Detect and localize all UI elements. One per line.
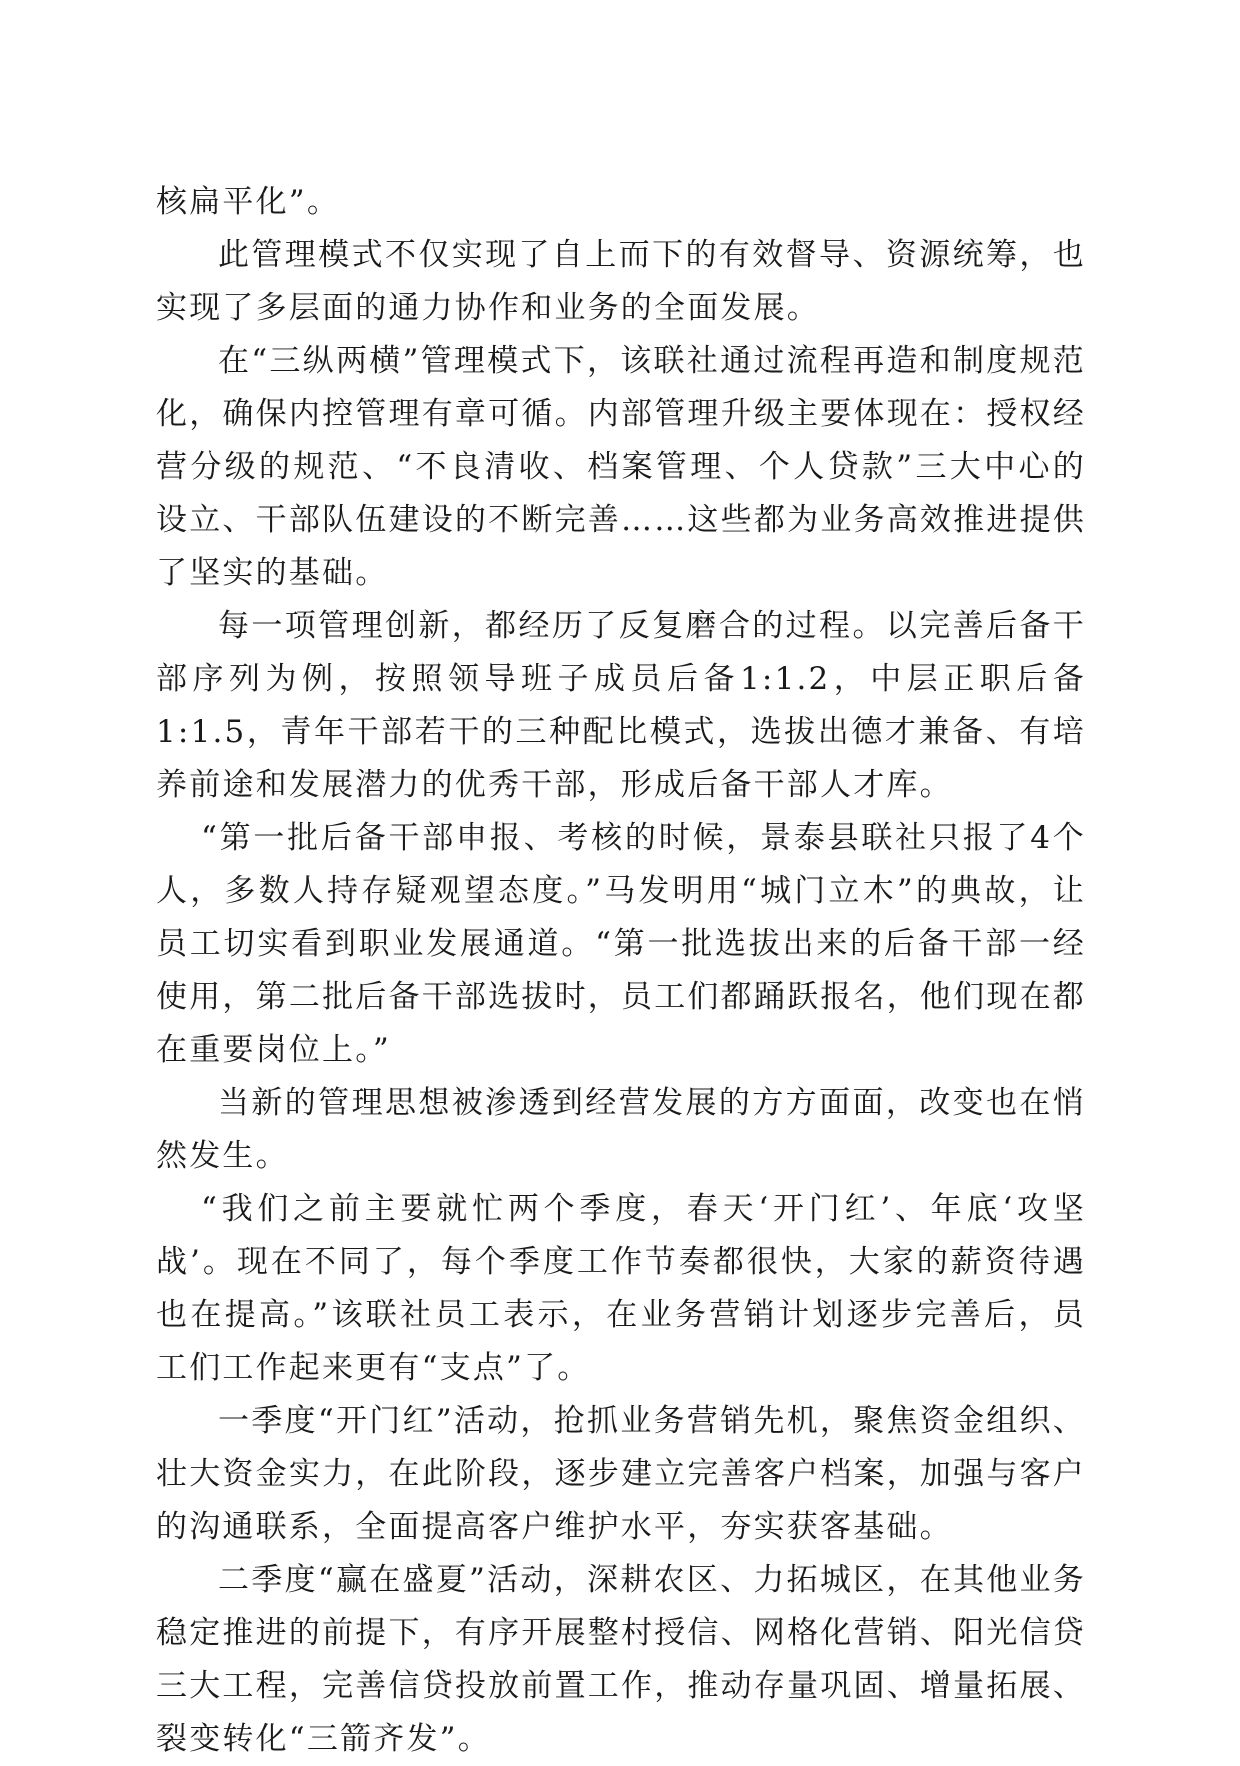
paragraph-6: 当新的管理思想被渗透到经营发展的方方面面，改变也在悄然发生。 [156, 1085, 1086, 1174]
paragraph-5: “第一批后备干部申报、考核的时候，景泰县联社只报了4个人，多数人持存疑观望态度。”马发明用“城门立木”的典故，让员工切实看到职业发展通道。“第一批选拔出来的后备干部一经使用，第二批后备干部选拔时，员工们都踊跃报名，他们现在都在重要岗位上。” [156, 820, 1086, 1068]
paragraph-7: “我们之前主要就忙两个季度，春天‘开门红’、年底‘攻坚战’。现在不同了，每个季度工作节奏都很快，大家的薪资待遇也在提高。”该联社员工表示，在业务营销计划逐步完善后，员工们工作起来更有“支点”了。 [156, 1191, 1086, 1386]
paragraph-2: 此管理模式不仅实现了自上而下的有效督导、资源统筹，也实现了多层面的通力协作和业务的全面发展。 [156, 237, 1086, 326]
paragraph-9: 二季度“赢在盛夏”活动，深耕农区、力拓城区，在其他业务稳定推进的前提下，有序开展整村授信、网格化营销、阳光信贷三大工程，完善信贷投放前置工作，推动存量巩固、增量拓展、裂变转化“三箭齐发”。 [156, 1562, 1086, 1757]
paragraph-3: 在“三纵两横”管理模式下，该联社通过流程再造和制度规范化，确保内控管理有章可循。内部管理升级主要体现在：授权经营分级的规范、“不良清收、档案管理、个人贷款”三大中心的设立、干部队伍建设的不断完善……这些都为业务高效推进提供了坚实的基础。 [156, 343, 1086, 591]
paragraph-8: 一季度“开门红”活动，抢抓业务营销先机，聚焦资金组织、壮大资金实力，在此阶段，逐步建立完善客户档案，加强与客户的沟通联系，全面提高客户维护水平，夯实获客基础。 [156, 1403, 1086, 1545]
paragraph-4: 每一项管理创新，都经历了反复磨合的过程。以完善后备干部序列为例，按照领导班子成员后备1:1.2，中层正职后备1:1.5，青年干部若干的三种配比模式，选拔出德才兼备、有培养前途和发展潜力的优秀干部，形成后备干部人才库。 [156, 608, 1086, 803]
paragraph-1: 核扁平化”。 [156, 184, 341, 220]
document-body [156, 176, 1086, 1766]
